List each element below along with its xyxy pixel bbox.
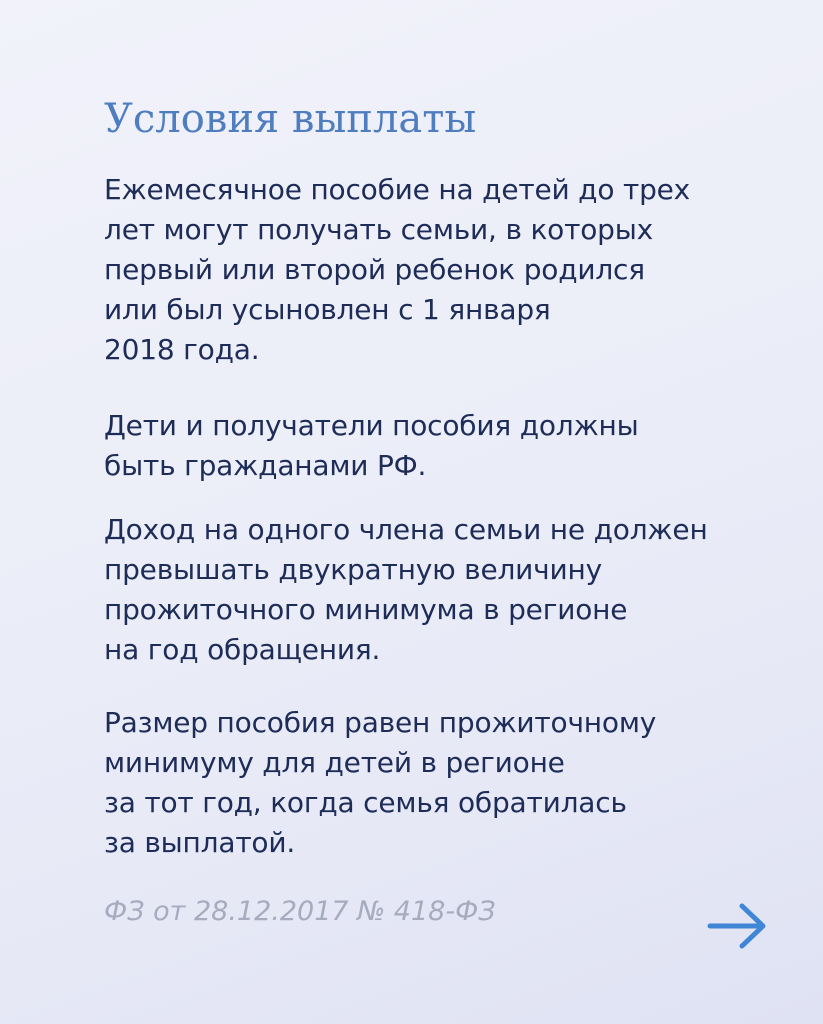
paragraph-eligibility — [104, 170, 690, 370]
paragraph-line: Ежемесячное пособие на детей до трех — [104, 173, 691, 206]
paragraph-citizenship — [104, 406, 639, 486]
paragraph-line: на год обращения. — [104, 633, 381, 666]
next-slide-button[interactable] — [706, 898, 770, 954]
paragraph-line: за выплатой. — [104, 826, 296, 859]
paragraph-line: превышать двукратную величину — [104, 553, 602, 586]
paragraph-line: Дети и получатели пособия должны — [104, 409, 639, 442]
arrow-right-icon — [706, 898, 770, 954]
paragraph-income — [104, 510, 708, 670]
paragraph-line: минимуму для детей в регионе — [104, 746, 565, 779]
paragraph-amount — [104, 703, 656, 863]
paragraph-line: или был усыновлен с 1 января — [104, 293, 551, 326]
paragraph-line: лет могут получать семьи, в которых — [104, 213, 653, 246]
paragraph-line: Доход на одного члена семьи не должен — [104, 513, 708, 546]
paragraph-line: 2018 года. — [104, 333, 260, 366]
paragraph-line: прожиточного минимума в регионе — [104, 593, 628, 626]
paragraph-line: Размер пособия равен прожиточному — [104, 706, 657, 739]
paragraph-line: первый или второй ребенок родился — [104, 253, 645, 286]
paragraph-line: быть гражданами РФ. — [104, 449, 427, 482]
card-title: Условия выплаты — [104, 96, 477, 142]
paragraph-line: за тот год, когда семья обратилась — [104, 786, 627, 819]
law-reference: ФЗ от 28.12.2017 № 418-ФЗ — [104, 896, 496, 927]
